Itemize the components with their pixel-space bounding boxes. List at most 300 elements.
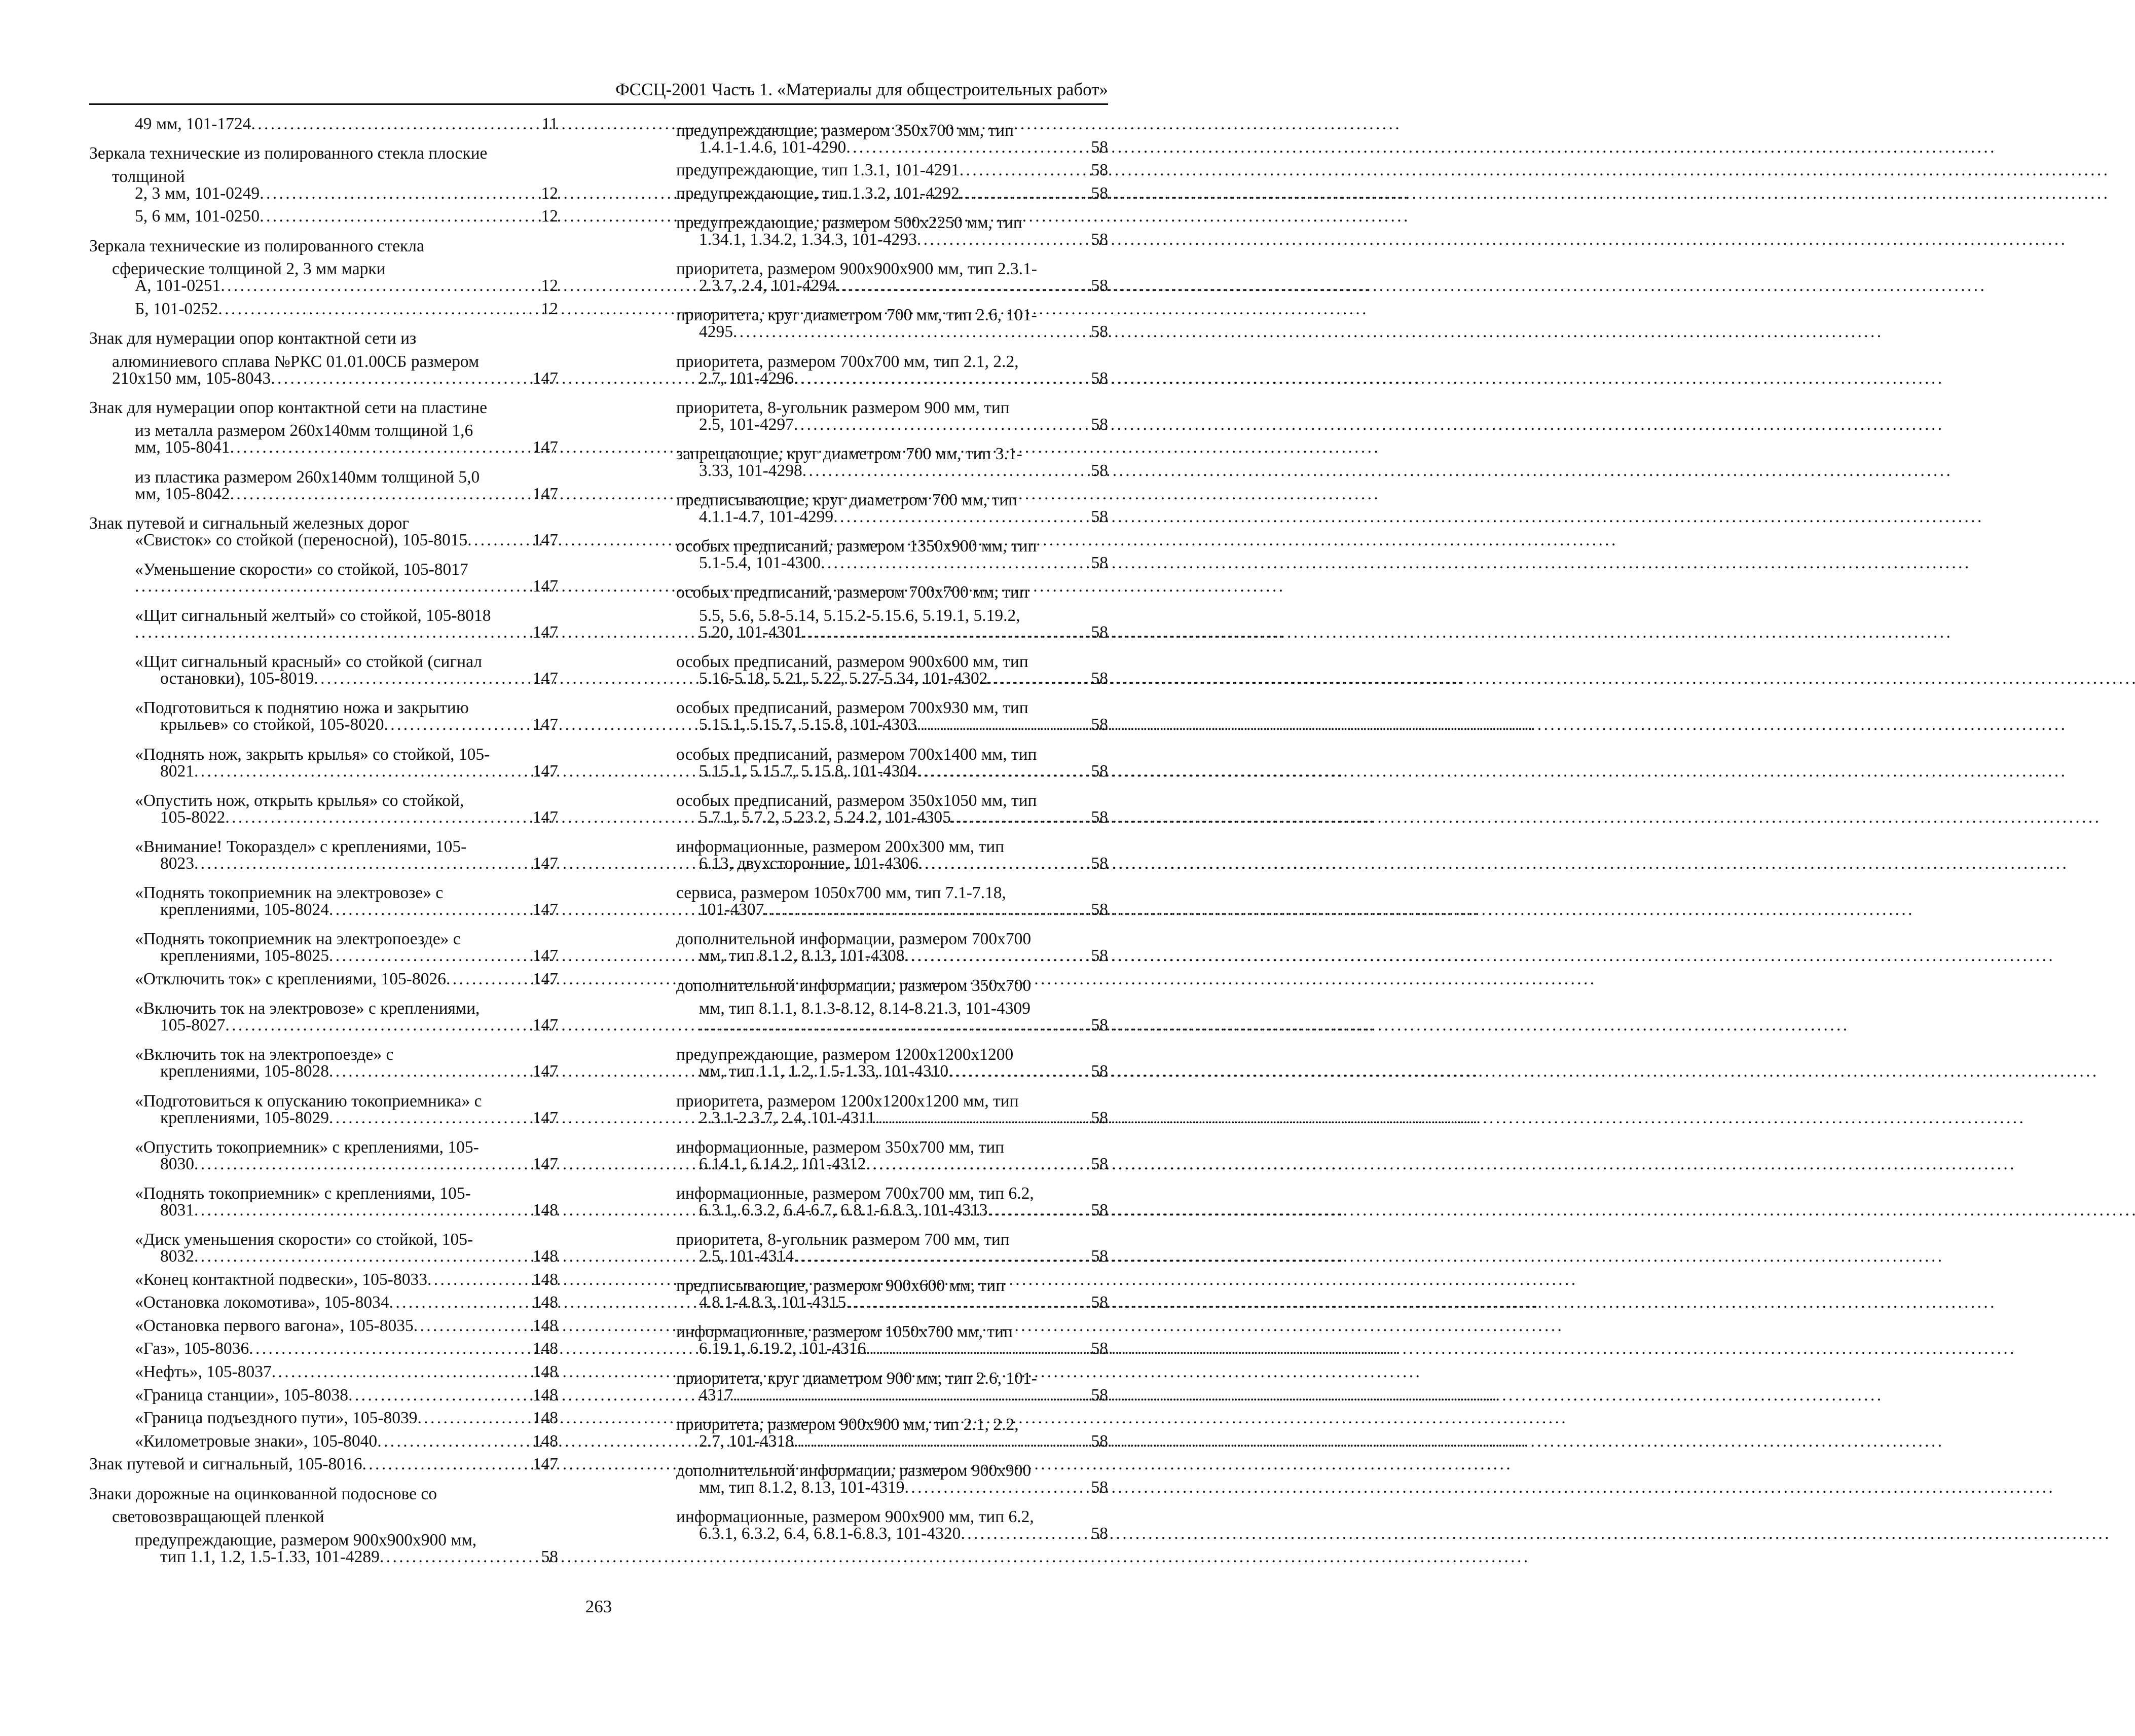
dot-leader <box>764 898 1090 921</box>
index-entry <box>676 228 1108 251</box>
index-entry-page: 148 <box>532 1362 558 1382</box>
dot-leader <box>443 875 557 899</box>
index-entry-text: 6.13, двухсторонние, 101-4306 <box>699 854 918 873</box>
index-entry-text: запрещающие, круг диаметром 700 мм, тип 3.1- <box>676 444 1022 463</box>
index-entry <box>676 1291 1108 1314</box>
index-entry <box>676 690 1108 718</box>
dot-leader <box>329 898 532 921</box>
dot-leader <box>384 713 532 736</box>
index-entry-page: 58 <box>1091 137 1108 157</box>
index-entry-page: 58 <box>1091 415 1108 434</box>
index-entry-page: 58 <box>1091 553 1108 573</box>
dot-leader <box>194 1153 532 1176</box>
index-column-left <box>89 113 558 1568</box>
index-entry <box>676 898 1108 921</box>
index-entry-text: приоритета, размером 700х700 мм, тип 2.1, 2.2, <box>676 352 1019 371</box>
dot-leader <box>1031 921 1107 945</box>
index-entry-text: особых предписаний, размером 700х700 мм, тип <box>676 583 1028 602</box>
dot-leader <box>479 1129 557 1153</box>
dot-leader <box>1019 344 1107 367</box>
index-entry-page: 147 <box>532 946 558 966</box>
index-entry-text: 2.3.1-2.3.7, 2.4, 101-4311 <box>699 1108 875 1127</box>
dot-leader <box>1010 1222 1107 1245</box>
index-entry-page: 147 <box>532 623 558 642</box>
index-entry-page: 147 <box>532 1154 558 1173</box>
index-entry <box>676 1199 1108 1222</box>
index-entry-text: особых предписаний, размером 700х930 мм, тип <box>676 698 1028 718</box>
index-entry-text: 1.4.1-1.4.6, 101-4290 <box>699 137 846 157</box>
index-entry-page: 58 <box>1091 1431 1108 1451</box>
index-entry-text: 49 мм, 101-1724 <box>135 115 251 133</box>
dot-leader <box>1037 1360 1107 1384</box>
dot-leader <box>846 1291 1090 1314</box>
index-entry <box>676 875 1108 903</box>
dot-leader <box>1031 1453 1107 1476</box>
index-entry-page: 58 <box>1091 1385 1108 1405</box>
dot-leader <box>135 621 532 644</box>
index-entry-page: 148 <box>532 1339 558 1358</box>
index-entry-page: 147 <box>532 1062 558 1081</box>
index-entry-text: приоритета, размером 900х900х900 мм, тип 2.3.1- <box>676 260 1037 279</box>
index-entry <box>89 829 558 856</box>
index-entry <box>676 159 1108 182</box>
dot-leader <box>380 1545 540 1569</box>
running-title: ФССЦ-2001 Часть 1. «Материалы для общестроительных работ» <box>615 80 1108 99</box>
dot-leader <box>329 944 532 968</box>
index-entry-page: 58 <box>1091 230 1108 249</box>
index-entry-text: «Диск уменьшения скорости» со стойкой, 105- <box>135 1230 473 1249</box>
dot-leader <box>794 413 1090 436</box>
index-entry-page: 58 <box>1091 1478 1108 1497</box>
dot-leader <box>416 320 557 344</box>
dot-leader <box>1019 1407 1107 1430</box>
index-entry-text: особых предписаний, размером 700х1400 мм, тип <box>676 745 1037 764</box>
dot-leader <box>1037 298 1107 321</box>
index-entry <box>676 367 1108 390</box>
index-entry <box>89 1314 558 1338</box>
index-entry-text: «Нефть», 105-8037 <box>135 1362 272 1382</box>
index-entry-text: «Граница станции», 105-8038 <box>135 1385 349 1405</box>
dot-leader <box>821 551 1090 575</box>
dot-leader <box>446 968 532 991</box>
index-entry-text: креплениями, 105-8028 <box>160 1062 329 1081</box>
dot-leader <box>961 1522 1090 1545</box>
index-entry-text: 5.16-5.18, 5.21, 5.22, 5.27-5.34, 101-4302 <box>699 669 988 688</box>
index-entry-text: креплениями, 105-8025 <box>160 946 329 966</box>
index-entry <box>89 1430 558 1453</box>
index-entry <box>676 459 1108 483</box>
dot-leader <box>409 505 557 529</box>
index-entry <box>676 344 1108 371</box>
index-entry <box>676 136 1108 159</box>
index-entry-text: «Щит сигнальный желтый» со стойкой, 105-8018 <box>135 606 491 625</box>
index-entry <box>89 1291 558 1314</box>
index-entry <box>89 1360 558 1384</box>
index-entry-text: предписывающие, круг диаметром 700 мм, тип <box>676 491 1018 510</box>
index-entry-text: А, 101-0251 <box>135 276 221 296</box>
index-entry-page: 58 <box>1091 900 1108 919</box>
index-entry-page: 12 <box>541 276 558 296</box>
index-entry-page: 58 <box>1091 715 1108 734</box>
index-entry <box>89 921 558 949</box>
dot-leader <box>1013 1037 1107 1060</box>
index-entry-text: 5.15.1, 5.15.7, 5.15.8, 101-4304 <box>699 761 917 781</box>
index-entry-page: 12 <box>541 299 558 318</box>
dot-leader <box>487 390 557 413</box>
index-entry-page: 58 <box>1091 322 1108 342</box>
dot-leader <box>473 1222 557 1245</box>
dot-leader <box>794 1430 1090 1453</box>
index-entry <box>89 968 558 991</box>
dot-leader <box>960 159 1090 182</box>
index-entry-text: дополнительной информации, размером 900х900 <box>676 1461 1032 1481</box>
index-entry <box>676 713 1108 736</box>
index-entry-page: 147 <box>532 807 558 827</box>
dot-leader <box>377 1430 532 1453</box>
index-entry <box>676 1060 1108 1083</box>
dot-leader <box>1013 1314 1107 1338</box>
index-entry <box>89 1129 558 1157</box>
index-entry <box>676 113 1108 140</box>
index-entry-text: сервиса, размером 1050х700 мм, тип 7.1-7.18, <box>676 883 1006 903</box>
dot-leader <box>960 182 1090 205</box>
dot-leader <box>1005 1268 1107 1291</box>
dot-leader <box>1022 436 1107 459</box>
index-entry-text: 2.5, 101-4314 <box>699 1247 794 1266</box>
dot-leader <box>1030 991 1107 1014</box>
dot-leader <box>1028 575 1107 598</box>
dot-leader <box>875 1106 1090 1130</box>
index-entry-text: 5.7.1, 5.7.2, 5.23.2, 5.24.2, 101-4305 <box>699 807 951 827</box>
dot-leader <box>1034 1175 1107 1199</box>
index-entry <box>676 621 1108 644</box>
dot-leader <box>846 136 1090 159</box>
index-entry-text: 4.8.1-4.8.3, 101-4315 <box>699 1293 846 1312</box>
index-entry-page: 148 <box>532 1293 558 1312</box>
dot-leader <box>1017 483 1107 506</box>
index-entry-text: крыльев» со стойкой, 105-8020 <box>160 715 384 734</box>
index-entry <box>676 760 1108 783</box>
index-entry-text: приоритета, размером 1200х1200х1200 мм, тип <box>676 1091 1019 1111</box>
index-entry <box>676 1083 1108 1111</box>
index-entry-page: 147 <box>532 854 558 873</box>
index-entry-text: 6.3.1, 6.3.2, 6.4-6.7, 6.8.1-6.8.3, 101-4313 <box>699 1200 988 1220</box>
dot-leader <box>794 1245 1090 1268</box>
index-entry-text: сферические толщиной 2, 3 мм марки <box>112 260 386 279</box>
index-entry-text: «Поднять токоприемник» с креплениями, 105- <box>135 1184 471 1203</box>
index-entry <box>89 1476 558 1503</box>
index-entry-text: Зеркала технические из полированного стекла <box>89 236 424 255</box>
dot-leader <box>480 459 557 483</box>
page-number: 263 <box>585 1597 612 1616</box>
index-entry-page: 147 <box>532 715 558 734</box>
index-entry-text: предупреждающие, размером 900х900х900 мм, <box>135 1530 477 1549</box>
index-entry <box>676 413 1108 436</box>
index-entry <box>676 182 1108 205</box>
dot-leader <box>230 483 532 506</box>
index-entry <box>676 1499 1108 1527</box>
index-entry-page: 147 <box>532 969 558 988</box>
index-entry-page: 58 <box>1091 1062 1108 1081</box>
index-entry-text: информационные, размером 900х900 мм, тип 6.2, <box>676 1507 1034 1527</box>
dot-leader <box>1020 598 1107 621</box>
index-entry-text: 210х150 мм, 105-8043 <box>112 368 271 388</box>
index-entry-page: 148 <box>532 1247 558 1266</box>
index-entry-page: 58 <box>1091 1339 1108 1358</box>
dot-leader <box>437 1476 557 1499</box>
dot-leader <box>135 575 532 598</box>
index-entry <box>676 1129 1108 1157</box>
index-entry-text: предупреждающие, размером 1200х1200х1200 <box>676 1045 1014 1064</box>
dot-leader <box>220 274 540 298</box>
index-entry-text: «Конец контактной подвески», 105-8033 <box>135 1270 427 1289</box>
index-entry <box>676 806 1108 829</box>
index-entry-page: 58 <box>1091 368 1108 388</box>
index-entry <box>89 1037 558 1064</box>
index-entry-page: 148 <box>532 1270 558 1289</box>
dot-leader <box>324 1499 557 1523</box>
dot-leader <box>918 852 1090 875</box>
index-entry <box>676 320 1108 344</box>
dot-leader <box>699 1014 1090 1037</box>
index-entry-text: толщиной <box>112 167 185 186</box>
index-entry <box>89 621 558 644</box>
index-entry-text: «Внимание! Токораздел» с креплениями, 105- <box>135 837 467 856</box>
index-entry <box>676 736 1108 764</box>
index-entry-page: 58 <box>1091 1247 1108 1266</box>
index-entry <box>89 505 558 533</box>
dot-leader <box>249 1337 531 1360</box>
index-entry <box>676 968 1108 995</box>
dot-leader <box>1014 113 1107 136</box>
dot-leader <box>1034 1499 1107 1523</box>
dot-leader <box>424 228 557 251</box>
index-entry-text: 2.7, 101-4296 <box>699 368 794 388</box>
index-entry-text: 2.3.7, 2.4, 101-4294 <box>699 276 836 296</box>
dot-leader <box>733 1384 1090 1407</box>
index-entry-text: 6.14.1, 6.14.2, 101-4312 <box>699 1154 866 1173</box>
index-entry <box>89 1337 558 1360</box>
index-entry-text: приоритета, размером 900х900 мм, тип 2.1, 2.2, <box>676 1415 1019 1434</box>
dot-leader <box>948 1060 1090 1083</box>
index-entry-text: 1.34.1, 1.34.2, 1.34.3, 101-4293 <box>699 230 917 249</box>
index-entry <box>89 182 558 205</box>
index-entry <box>676 644 1108 672</box>
index-entry-text: 4317 <box>699 1385 733 1405</box>
dot-leader <box>1028 690 1107 714</box>
index-entry-page: 58 <box>1091 1200 1108 1220</box>
index-entry-text: мм, 105-8041 <box>135 438 230 457</box>
index-entry <box>89 1407 558 1430</box>
dot-leader <box>733 320 1090 344</box>
index-entry <box>89 575 558 598</box>
index-entry <box>676 483 1108 510</box>
index-entry <box>89 1175 558 1203</box>
dot-leader <box>260 182 540 205</box>
dot-leader <box>802 459 1090 483</box>
index-entry-text: 2, 3 мм, 101-0249 <box>135 183 260 203</box>
index-entry <box>676 1522 1108 1545</box>
index-entry <box>89 1453 558 1476</box>
dot-leader <box>467 529 531 552</box>
dot-leader <box>271 367 532 390</box>
index-entry-text: информационные, размером 700х700 мм, тип 6.2, <box>676 1184 1034 1203</box>
index-entry <box>89 783 558 810</box>
dot-leader <box>482 644 557 668</box>
index-entry-text: 5.5, 5.6, 5.8-5.14, 5.15.2-5.15.6, 5.19.1, 5.19.2, <box>699 606 1020 625</box>
index-entry <box>676 1337 1108 1360</box>
index-entry-text: приоритета, круг диаметром 700 мм, тип 2.6, 101- <box>676 306 1037 325</box>
dot-leader <box>917 713 1090 736</box>
index-entry-text: Б, 101-0252 <box>135 299 218 318</box>
index-entry-page: 147 <box>532 1016 558 1035</box>
dot-leader <box>1004 1129 1107 1153</box>
index-entry-text: из пластика размером 260х140мм толщиной 5,0 <box>135 467 480 487</box>
index-entry-page: 147 <box>532 900 558 919</box>
index-entry-page: 58 <box>1091 1293 1108 1312</box>
dot-leader <box>251 113 540 136</box>
dot-leader <box>469 690 557 714</box>
index-entry <box>676 274 1108 298</box>
dot-leader <box>329 1060 532 1083</box>
index-entry-text: «Граница подъездного пути», 105-8039 <box>135 1409 418 1428</box>
dot-leader <box>466 829 557 852</box>
index-entry-text: 5.1-5.4, 101-4300 <box>699 553 821 573</box>
index-entry <box>89 644 558 672</box>
index-entry <box>89 390 558 417</box>
index-entry-page: 147 <box>532 1455 558 1474</box>
index-entry-text: предупреждающие, тип 1.3.1, 101-4291 <box>676 161 960 180</box>
dot-leader <box>218 298 540 321</box>
index-entry-page: 147 <box>532 438 558 457</box>
index-entry-page: 147 <box>532 368 558 388</box>
dot-leader <box>185 159 557 182</box>
index-entry-text: информационные, размером 200х300 мм, тип <box>676 837 1005 856</box>
dot-leader <box>476 1522 557 1545</box>
index-entry-text: особых предписаний, размером 900х600 мм, тип <box>676 652 1028 672</box>
index-entry <box>676 390 1108 417</box>
index-entry <box>676 205 1108 232</box>
index-entry-page: 58 <box>1091 669 1108 688</box>
dot-leader <box>866 1337 1090 1360</box>
index-entry-page: 147 <box>532 576 558 596</box>
dot-leader <box>480 991 557 1014</box>
index-entry-text: Знаки дорожные на оцинкованной подоснове со <box>89 1484 437 1503</box>
index-entry-text: 6.3.1, 6.3.2, 6.4, 6.8.1-6.8.3, 101-4320 <box>699 1524 961 1543</box>
index-entry-page: 58 <box>1091 161 1108 180</box>
index-entry-text: 4.1.1-4.7, 101-4299 <box>699 507 834 527</box>
index-entry-text: «Опустить токоприемник» с креплениями, 105- <box>135 1137 479 1157</box>
dot-leader <box>482 1083 557 1106</box>
index-entry-text: 101-4307 <box>699 900 764 919</box>
dot-leader <box>461 921 557 945</box>
index-entry <box>89 483 558 506</box>
dot-leader <box>1006 875 1107 899</box>
index-entry <box>89 298 558 321</box>
dot-leader <box>194 1199 532 1222</box>
index-entry <box>89 459 558 487</box>
index-entry-text: остановки), 105-8019 <box>160 669 314 688</box>
dot-leader <box>1022 205 1107 228</box>
index-entry <box>89 1268 558 1291</box>
index-entry-page: 148 <box>532 1316 558 1335</box>
index-entry-text: мм, 105-8042 <box>135 484 230 503</box>
index-entry-page: 147 <box>532 761 558 781</box>
dot-leader <box>194 760 532 783</box>
index-entry <box>676 575 1108 602</box>
dot-leader <box>194 852 532 875</box>
dot-leader <box>1037 783 1107 806</box>
index-entry-page: 147 <box>532 669 558 688</box>
index-entry-text: предписывающие, размером 900х600 мм, тип <box>676 1276 1005 1296</box>
index-entry-page: 147 <box>532 484 558 503</box>
dot-leader <box>473 413 557 436</box>
index-entry-text: тип 1.1, 1.2, 1.5-1.33, 101-4289 <box>160 1547 380 1566</box>
index-entry <box>89 320 558 348</box>
index-entry-page: 148 <box>532 1431 558 1451</box>
index-entry-page: 58 <box>1091 1108 1108 1127</box>
dot-leader <box>1004 829 1107 852</box>
index-entry <box>676 551 1108 575</box>
index-entry-page: 58 <box>1091 761 1108 781</box>
index-entry-text: из металла размером 260х140мм толщиной 1,6 <box>135 421 473 440</box>
dot-leader <box>272 1360 532 1384</box>
dot-leader <box>987 1199 1090 1222</box>
dot-leader <box>917 760 1090 783</box>
dot-leader <box>1031 968 1107 991</box>
index-entry <box>676 944 1108 968</box>
index-entry-page: 58 <box>1091 461 1108 480</box>
index-entry <box>676 1314 1108 1342</box>
dot-leader <box>393 1037 557 1060</box>
index-entry-page: 12 <box>541 183 558 203</box>
dot-leader <box>329 1106 532 1130</box>
index-entry-page: 12 <box>541 207 558 226</box>
index-entry-text: 8021 <box>160 761 194 781</box>
index-entry-page: 58 <box>1091 276 1108 296</box>
index-entry <box>676 1222 1108 1249</box>
dot-leader <box>348 1384 532 1407</box>
index-entry <box>89 274 558 298</box>
index-entry-text: 8031 <box>160 1200 194 1220</box>
running-header <box>89 76 1108 105</box>
index-entry-text: креплениями, 105-8029 <box>160 1108 329 1127</box>
index-entry <box>676 1384 1108 1407</box>
index-entry <box>89 205 558 228</box>
index-entry-text: Знак путевой и сигнальный, 105-8016 <box>89 1455 362 1474</box>
index-entry-text: алюминиевого сплава №РКС 01.01.00СБ размером <box>112 352 480 371</box>
index-entry <box>676 436 1108 463</box>
index-entry <box>676 852 1108 875</box>
index-entry-text: особых предписаний, размером 350х1050 мм, тип <box>676 791 1037 810</box>
dot-leader <box>1010 390 1107 413</box>
index-entry-text: «Поднять токоприемник на электровозе» с <box>135 883 444 903</box>
index-column-right <box>676 113 1108 1545</box>
index-entry-text: «Щит сигнальный красный» со стойкой (сигнал <box>135 652 482 672</box>
index-entry-text: мм, тип 1.1, 1.2, 1.5-1.33, 101-4310 <box>699 1062 949 1081</box>
dot-leader <box>194 1245 532 1268</box>
dot-leader <box>1028 644 1107 668</box>
index-entry-text: приоритета, 8-угольник размером 900 мм, тип <box>676 398 1010 417</box>
index-entry <box>676 251 1108 279</box>
index-entry-text: 3.33, 101-4298 <box>699 461 802 480</box>
index-entry <box>89 991 558 1018</box>
index-entry <box>89 875 558 903</box>
dot-leader <box>487 136 557 159</box>
dot-leader <box>490 736 557 760</box>
index-entry <box>676 1153 1108 1176</box>
dot-leader <box>491 598 558 621</box>
